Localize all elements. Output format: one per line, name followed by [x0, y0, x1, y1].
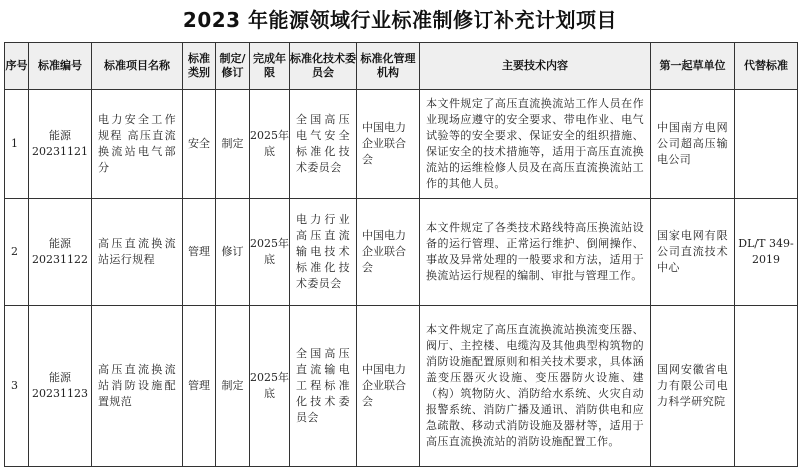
- table-row: [5, 90, 798, 199]
- cell-category: 管理: [183, 199, 216, 306]
- document-title: 2023 年能源领域行业标准制修订补充计划项目: [182, 8, 618, 32]
- cell-content: 本文件规定了各类技术路线特高压换流站设备的运行管理、正常运行维护、倒闸操作、事故及异常处理的一般要求和方法，适用于换流站运行规程的编制、审批与管理工作。: [420, 199, 651, 306]
- cell-type: 制定: [216, 306, 250, 467]
- cell-category: 管理: [183, 306, 216, 467]
- cell-committee: 全国高压直流输电工程标准化技术委员会: [290, 306, 357, 467]
- header-replaces: 代替标准: [735, 43, 798, 90]
- header-name: 标准项目名称: [92, 43, 183, 90]
- cell-name: 高压直流换流站消防设施配置规范: [92, 306, 183, 467]
- cell-seq: 3: [5, 306, 29, 467]
- cell-content: 本文件规定了高压直流换流站换流变压器、阀厅、主控楼、电缆沟及其他典型构筑物的消防设施配置原则和相关技术要求，具体涵盖变压器灭火设施、变压器防火设施、建（构）筑物防火、消防给水系统、火灾自动报警系统、消防广播及通讯、消防供电和应急疏散、移动式消防设施及器材等，适用于高压直流换流站的消防设施配置工作。: [420, 306, 651, 467]
- cell-committee: 全国高压电气安全标准化技术委员会: [290, 90, 357, 199]
- cell-committee: 电力行业高压直流输电技术标准化技术委员会: [290, 199, 357, 306]
- cell-content: 本文件规定了高压直流换流站工作人员在作业现场应遵守的安全要求、带电作业、电气试验等的安全要求、保证安全的组织措施、保证安全的技术措施等，适用于高压直流换流站的运维检修人员及在高压直流换流站工作的其他人员。: [420, 90, 651, 199]
- cell-replaces: [735, 90, 798, 199]
- table-header-row: [5, 43, 798, 90]
- header-content: 主要技术内容: [420, 43, 651, 90]
- cell-code: 能源20231121: [29, 90, 92, 199]
- cell-seq: 2: [5, 199, 29, 306]
- header-code: 标准编号: [29, 43, 92, 90]
- header-type: 制定/修订: [216, 43, 250, 90]
- cell-deadline: 2025年底: [250, 306, 290, 467]
- cell-agency: 中国电力企业联合会: [357, 306, 420, 467]
- header-drafter: 第一起草单位: [651, 43, 735, 90]
- cell-category: 安全: [183, 90, 216, 199]
- cell-agency: 中国电力企业联合会: [357, 90, 420, 199]
- header-deadline: 完成年限: [250, 43, 290, 90]
- header-agency: 标准化管理机构: [357, 43, 420, 90]
- cell-replaces: DL/T 349-2019: [735, 199, 798, 306]
- cell-drafter: 国网安徽省电力有限公司电力科学研究院: [651, 306, 735, 467]
- cell-name: 电力安全工作规程 高压直流换流站电气部分: [92, 90, 183, 199]
- cell-seq: 1: [5, 90, 29, 199]
- table-row: [5, 199, 798, 306]
- header-category: 标准类别: [183, 43, 216, 90]
- cell-deadline: 2025年底: [250, 90, 290, 199]
- table-row: [5, 306, 798, 467]
- cell-replaces: [735, 306, 798, 467]
- cell-type: 修订: [216, 199, 250, 306]
- cell-drafter: 中国南方电网公司超高压输电公司: [651, 90, 735, 199]
- cell-code: 能源20231123: [29, 306, 92, 467]
- cell-name: 高压直流换流站运行规程: [92, 199, 183, 306]
- cell-agency: 中国电力企业联合会: [357, 199, 420, 306]
- cell-deadline: 2025年底: [250, 199, 290, 306]
- cell-type: 制定: [216, 90, 250, 199]
- standards-table: [4, 42, 798, 467]
- cell-code: 能源20231122: [29, 199, 92, 306]
- header-seq: 序号: [5, 43, 29, 90]
- header-committee: 标准化技术委员会: [290, 43, 357, 90]
- cell-drafter: 国家电网有限公司直流技术中心: [651, 199, 735, 306]
